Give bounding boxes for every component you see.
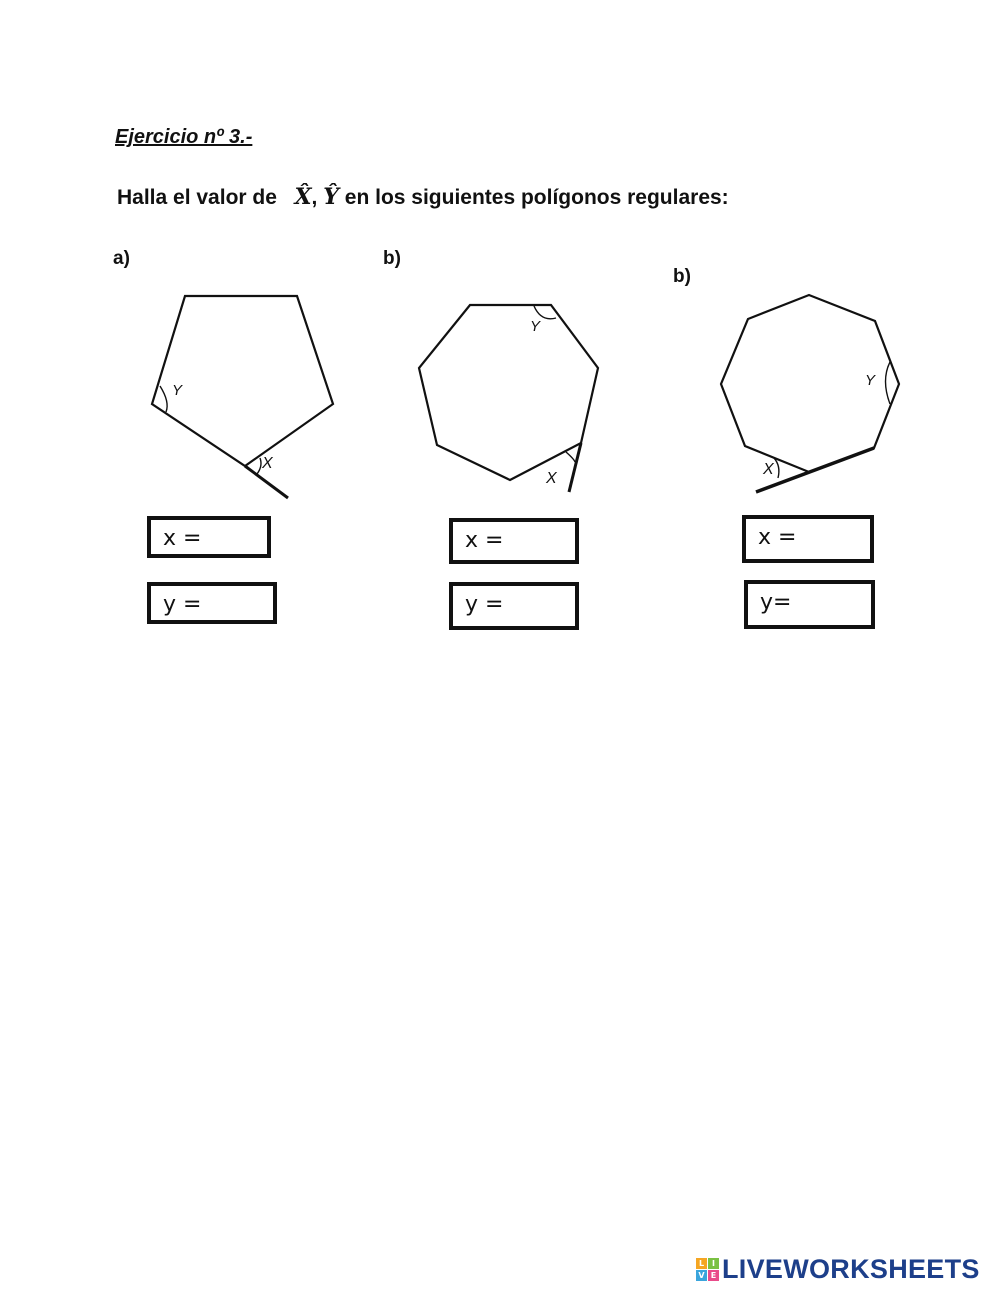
pentagon-angle-x-label: X — [262, 455, 273, 472]
logo-square-e: E — [708, 1270, 719, 1281]
answer-box-b-x[interactable] — [449, 518, 579, 564]
answer-box-a-x[interactable] — [147, 516, 271, 558]
variable-x: X̂ — [294, 184, 312, 210]
answer-box-b-y[interactable] — [449, 582, 579, 630]
instruction-text — [117, 184, 729, 210]
answer-box-c-x[interactable] — [742, 515, 874, 563]
heptagon-angle-y-arc — [534, 306, 556, 319]
separator: , — [311, 186, 318, 209]
brand-name: LIVEWORKSHEETS — [722, 1253, 980, 1284]
liveworksheets-logo-icon — [696, 1258, 719, 1281]
answer-box-a-y[interactable] — [147, 582, 277, 624]
logo-square-l: L — [696, 1258, 707, 1269]
logo-square-v: V — [696, 1270, 707, 1281]
pentagon-shape — [152, 296, 333, 466]
problem-a-label: a) — [113, 248, 130, 269]
answer-box-c-y[interactable] — [744, 580, 875, 629]
answer-label: x = — [163, 526, 202, 551]
problem-c-label: b) — [673, 266, 691, 287]
problem-b-label: b) — [383, 248, 401, 269]
heptagon-extension-line — [569, 443, 581, 492]
heptagon-angle-x-arc — [566, 452, 575, 462]
answer-label: y = — [163, 592, 202, 617]
pentagon-angle-y-label: Y — [172, 382, 183, 399]
pentagon-angle-y-arc — [160, 386, 167, 412]
heptagon-shape — [419, 305, 598, 480]
heptagon-angle-y-label: Y — [530, 318, 541, 335]
instruction-prefix: Halla el valor de — [117, 186, 277, 209]
footer-brand — [696, 1254, 980, 1284]
answer-label: y = — [465, 592, 504, 617]
octagon-angle-y-label: Y — [865, 372, 876, 389]
octagon-angle-x-arc — [774, 458, 779, 478]
answer-label: x = — [465, 528, 504, 553]
instruction-suffix: en los siguientes polígonos regulares: — [344, 186, 729, 209]
heptagon-angle-x-label: X — [546, 470, 557, 487]
octagon-angle-y-arc — [886, 362, 891, 404]
variable-y: Ŷ — [323, 184, 339, 210]
logo-square-i: I — [708, 1258, 719, 1269]
octagon-angle-x-label: X — [763, 461, 774, 478]
answer-label: y= — [760, 590, 792, 615]
pentagon-angle-x-arc — [257, 458, 261, 474]
answer-label: x = — [758, 525, 797, 550]
exercise-title: Ejercicio nº 3.- — [115, 126, 253, 148]
